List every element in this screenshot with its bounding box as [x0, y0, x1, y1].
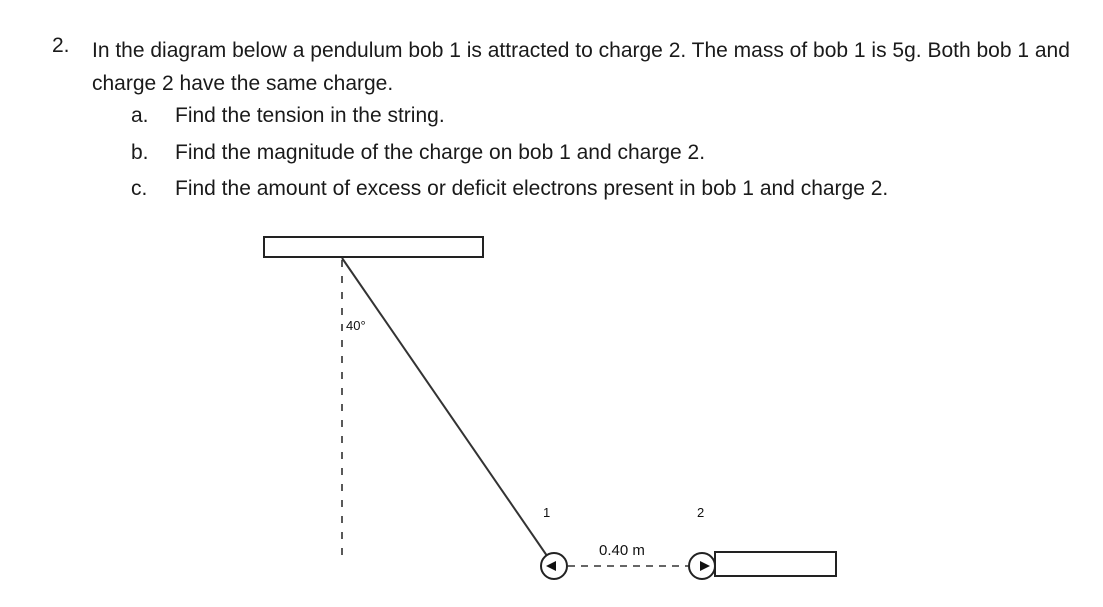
charge-2-holder — [715, 552, 836, 576]
ceiling-support — [264, 237, 483, 257]
part-c-text: Find the amount of excess or deficit electrons present in bob 1 and charge 2. — [175, 177, 889, 200]
bob-1-label: 1 — [543, 505, 551, 520]
part-a-text: Find the tension in the string. — [175, 104, 445, 127]
part-c-letter: c. — [131, 177, 148, 200]
question-number: 2. — [52, 34, 70, 57]
charge-2-label: 2 — [697, 505, 705, 520]
question-stem: In the diagram below a pendulum bob 1 is attracted to charge 2. The mass of bob 1 is 5g. Both bob 1 and charge 2 have the same charge. — [92, 39, 1070, 95]
part-b-letter: b. — [131, 141, 149, 164]
distance-label: 0.40 m — [599, 542, 645, 559]
pendulum-string — [342, 258, 554, 566]
part-b-text: Find the magnitude of the charge on bob 1 and charge 2. — [175, 141, 706, 164]
part-a-letter: a. — [131, 104, 149, 127]
angle-label: 40° — [346, 318, 366, 333]
